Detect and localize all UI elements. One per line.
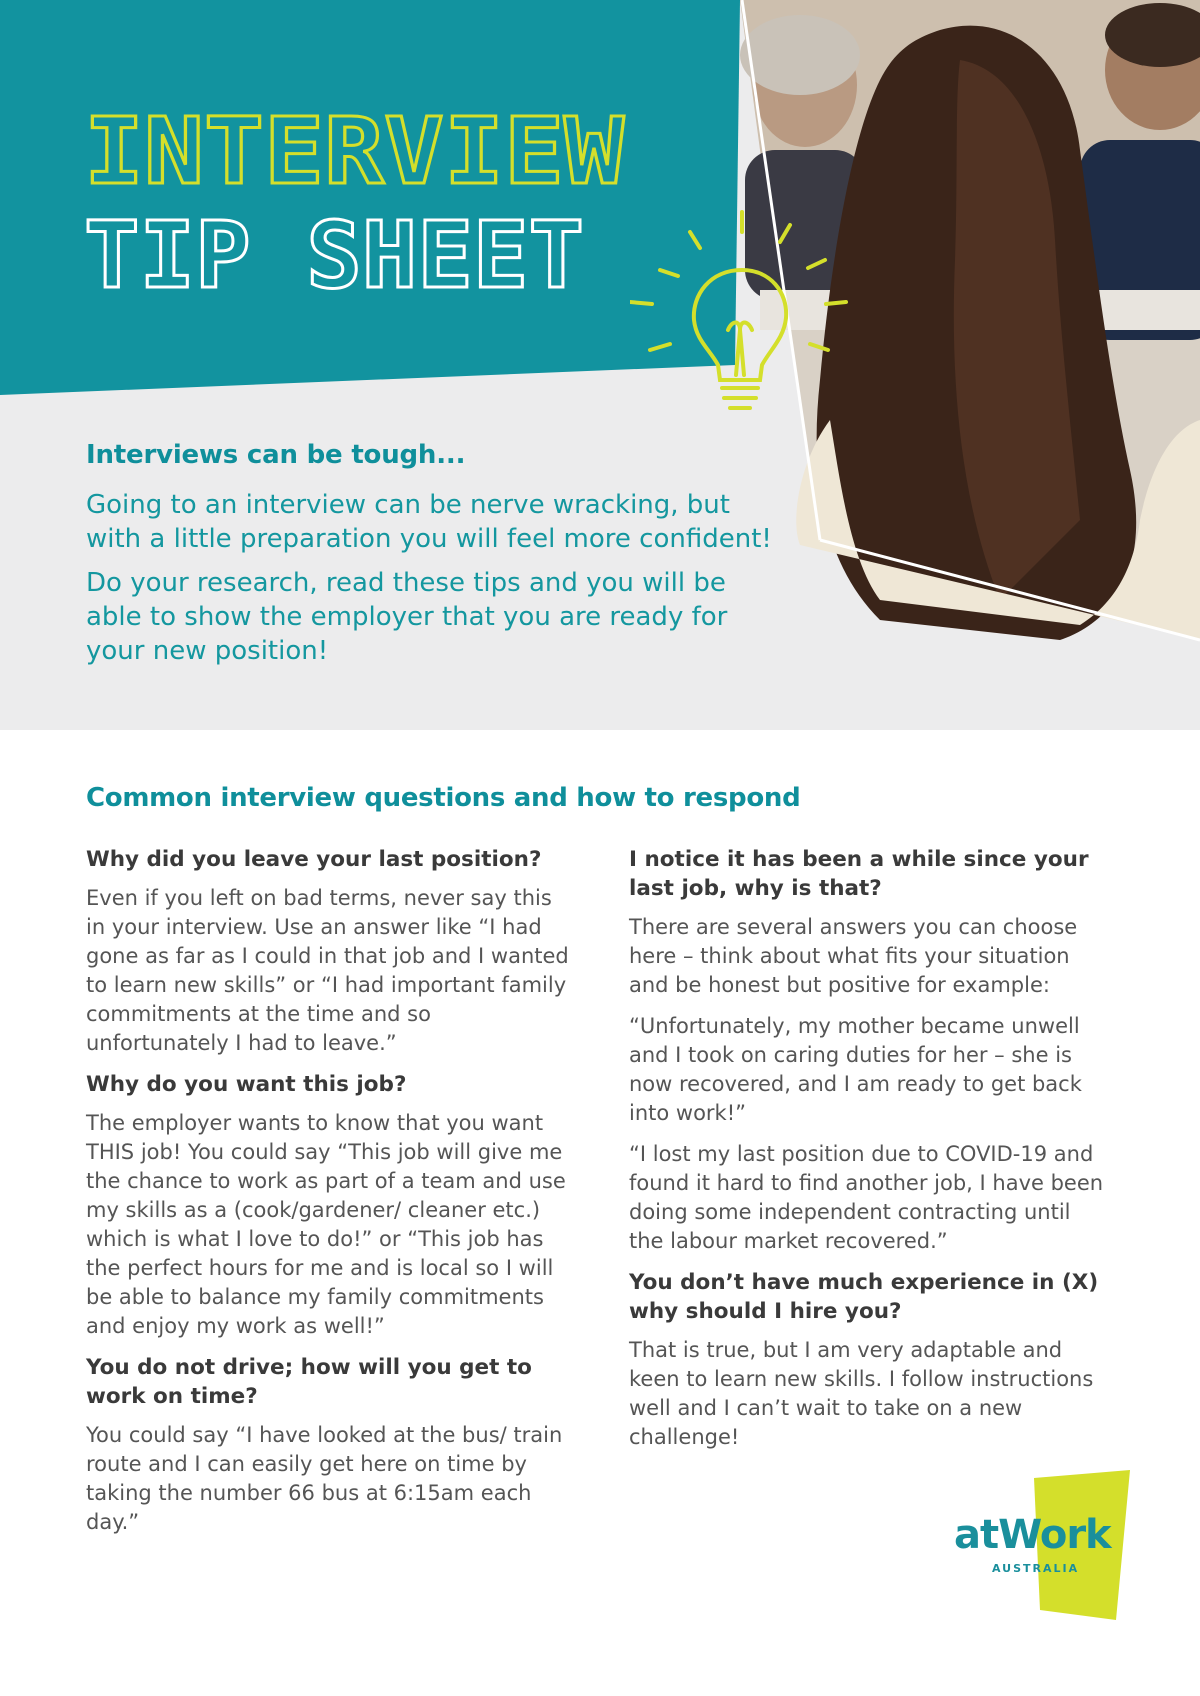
answer-text: That is true, but I am very adaptable and keen to learn new skills. I follow instructions well and I can’t wait to take on a new challenge! — [629, 1338, 1094, 1449]
question-heading: Why did you leave your last position? — [86, 847, 542, 872]
question-heading: Why do you want this job? — [86, 1072, 407, 1097]
question-heading: You don’t have much experience in (X) why should I hire you? — [629, 1270, 1099, 1324]
intro-section — [86, 440, 786, 678]
question-heading: You do not drive; how will you get to work on time? — [86, 1355, 532, 1409]
questions-heading: Common interview questions and how to respond — [86, 783, 801, 813]
title-line2: TIP SHEET — [84, 202, 584, 305]
question-heading: I notice it has been a while since your last job, why is that? — [629, 847, 1089, 901]
lightbulb-icon — [630, 210, 870, 420]
answer-text: “I lost my last position due to COVID-19 and found it hard to find another job, I have been doing some independent contracting until the labour market recovered.” — [629, 1142, 1104, 1253]
logo-wordmark: atWork — [954, 1512, 1111, 1558]
questions-right-column — [629, 845, 1109, 1464]
answer-text: There are several answers you can choose here – think about what fits your situation and be honest but positive for example: — [629, 915, 1078, 997]
answer-text: You could say “I have looked at the bus/ train route and I can easily get here on time by taking the number 66 bus at 6:15am each day.” — [86, 1423, 563, 1534]
intro-heading: Interviews can be tough... — [86, 440, 466, 470]
intro-paragraph-2: Do your research, read these tips and you will be able to show the employer that you are ready for your new position! — [86, 568, 728, 666]
logo-subtitle: AUSTRALIA — [992, 1562, 1080, 1575]
answer-text: The employer wants to know that you want THIS job! You could say “This job will give me the chance to work as part of a team and use my skills as a (cook/gardener/ cleaner etc.) which is what I love to do!” or “This job has the perfect hours for me and is local so I will be able to balance my family commitments and enjoy my work as well!” — [86, 1111, 566, 1338]
questions-left-column — [86, 845, 576, 1549]
intro-paragraph-1: Going to an interview can be nerve wracking, but with a little preparation you will feel more confident! — [86, 490, 772, 554]
atwork-australia-logo — [950, 1470, 1140, 1620]
questions-section — [86, 783, 1126, 1534]
title-graphic — [80, 95, 640, 305]
answer-text: Even if you left on bad terms, never say this in your interview. Use an answer like “I had gone as far as I could in that job and I wanted to learn new skills” or “I had important family commitments at the time and so unfortunately I had to leave.” — [86, 886, 569, 1055]
answer-text: “Unfortunately, my mother became unwell and I took on caring duties for her – she is now recovered, and I am ready to get back into work!” — [629, 1014, 1082, 1125]
title-line1: INTERVIEW — [84, 98, 625, 205]
